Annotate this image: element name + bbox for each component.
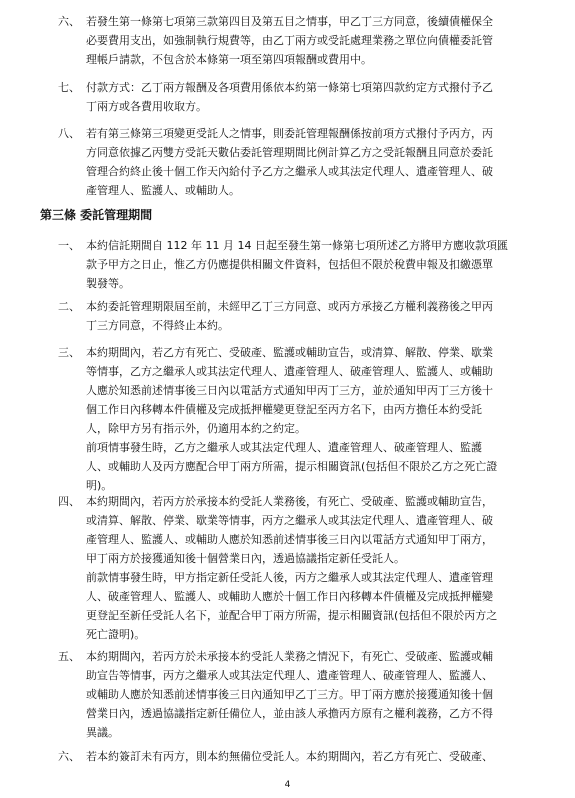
item-text: 付款方式：乙丁兩方報酬及各項費用係依本約第一條第七項第四款約定方式撥付予乙 丁兩方或各費用收取方。 bbox=[86, 81, 493, 113]
list-item bbox=[58, 124, 540, 200]
item-text: 本約期間內，若乙方有死亡、受破產、監護或輔助宣告，或清算、解散、停業、歇業 等情事，乙方之繼承人或其法定代理人、遺產管理人、破產管理人、監護人、或輔助 人應於知悉前述情事後三日內以電話方式通知甲丙丁三方，並於通知甲丙丁三方後十 個工作日內移轉本件債權及完成抵押權變更登記至丙方名下，由丙方擔任本約受託 人，除甲方另有指示外，仍適用本約之約定。 前項情事發生時，乙方之繼承人或其法定代理人、遺產管理人、破產管理人、監護 人、或輔助人及丙方應配合甲丁兩方所需，提示相關資訊(包括但不限於乙方之死亡證 明)。 bbox=[86, 346, 498, 492]
list-item bbox=[58, 747, 540, 766]
list-item bbox=[58, 492, 540, 644]
list-item bbox=[58, 297, 540, 335]
item-number: 二、 bbox=[58, 300, 80, 313]
list-item bbox=[58, 647, 540, 742]
item-number: 六、 bbox=[58, 15, 80, 28]
list-item bbox=[58, 236, 540, 293]
item-text: 本約信託期間自 112 年 11 月 14 日起至發生第一條第七項所述乙方將甲方應收款項匯 款予甲方之日止，惟乙方仍應提供相關文件資料，包括但不限於稅費申報及扣繳憑單 製發等。 bbox=[86, 239, 508, 290]
item-text: 本約期間內，若丙方於未承接本約受託人業務之情況下，有死亡、受破產、監護或輔 助宣告等情事，丙方之繼承人或其法定代理人、遺產管理人、破產管理人、監護人、 或輔助人應於知悉前述情事後三日內通知甲乙丁三方。甲丁兩方應於接獲通知後十個 營業日內，透過協議指定新任備位人，並由該人承擔丙方原有之權利義務，乙方不得 異議。 bbox=[86, 650, 493, 739]
item-number: 七、 bbox=[58, 81, 80, 94]
item-number: 三、 bbox=[58, 346, 80, 359]
list-item bbox=[58, 343, 540, 495]
item-number: 一、 bbox=[58, 239, 80, 252]
item-text: 本約委託管理期限屆至前，未經甲乙丁三方同意、或丙方承接乙方權利義務後之甲丙 丁三方同意，不得終止本約。 bbox=[86, 300, 493, 332]
page-number: 4 bbox=[284, 780, 291, 790]
item-text: 本約期間內，若丙方於承接本約受託人業務後，有死亡、受破產、監護或輔助宣告， 或清算、解散、停業、歇業等情事，丙方之繼承人或其法定代理人、遺產管理人、破 產管理人、監護人、或輔助人應於知悉前述情事後三日內以電話方式通知甲丁兩方， 甲丁兩方於接獲通知後十個營業日內，透過協議指定新任受託人。 前款情事發生時，甲方指定新任受託人後，丙方之繼承人或其法定代理人、遺產管理 人、破產管理人、監護人、或輔助人應於十個工作日內移轉本件債權及完成抵押權變 更登記至新任受託人名下，並配合甲丁兩方所需，提示相關資訊(包括但不限於丙方之 死亡證明)。 bbox=[86, 495, 498, 641]
item-number: 六、 bbox=[58, 750, 80, 763]
item-number: 八、 bbox=[58, 127, 80, 140]
list-item bbox=[58, 78, 540, 116]
item-text: 若發生第一條第七項第三款第四目及第五目之情事，甲乙丁三方同意，後續債權保全 必要費用支出，如強制執行規費等，由乙丁兩方或受託處理業務之單位向債權委託管 理帳戶請款，不包含於本條第一項至第四項報酬或費用中。 bbox=[86, 15, 493, 66]
list-item bbox=[58, 12, 540, 69]
item-number: 四、 bbox=[58, 495, 80, 508]
item-text: 若有第三條第三項變更受託人之情事，則委託管理報酬係按前項方式撥付予丙方，丙 方同意依據乙丙雙方受託天數佔委託管理期間比例計算乙方之受託報酬且同意於委託 管理合約終止後十個工作天內給付予乙方之繼承人或其法定代理人、遺產管理人、破 產管理人、監護人、或輔助人。 bbox=[86, 127, 493, 197]
section-heading: 第三條 委託管理期間 bbox=[40, 208, 153, 222]
item-text: 若本約簽訂未有丙方，則本約無備位受託人。本約期間內，若乙方有死亡、受破產、 bbox=[86, 750, 493, 763]
item-number: 五、 bbox=[58, 650, 80, 663]
